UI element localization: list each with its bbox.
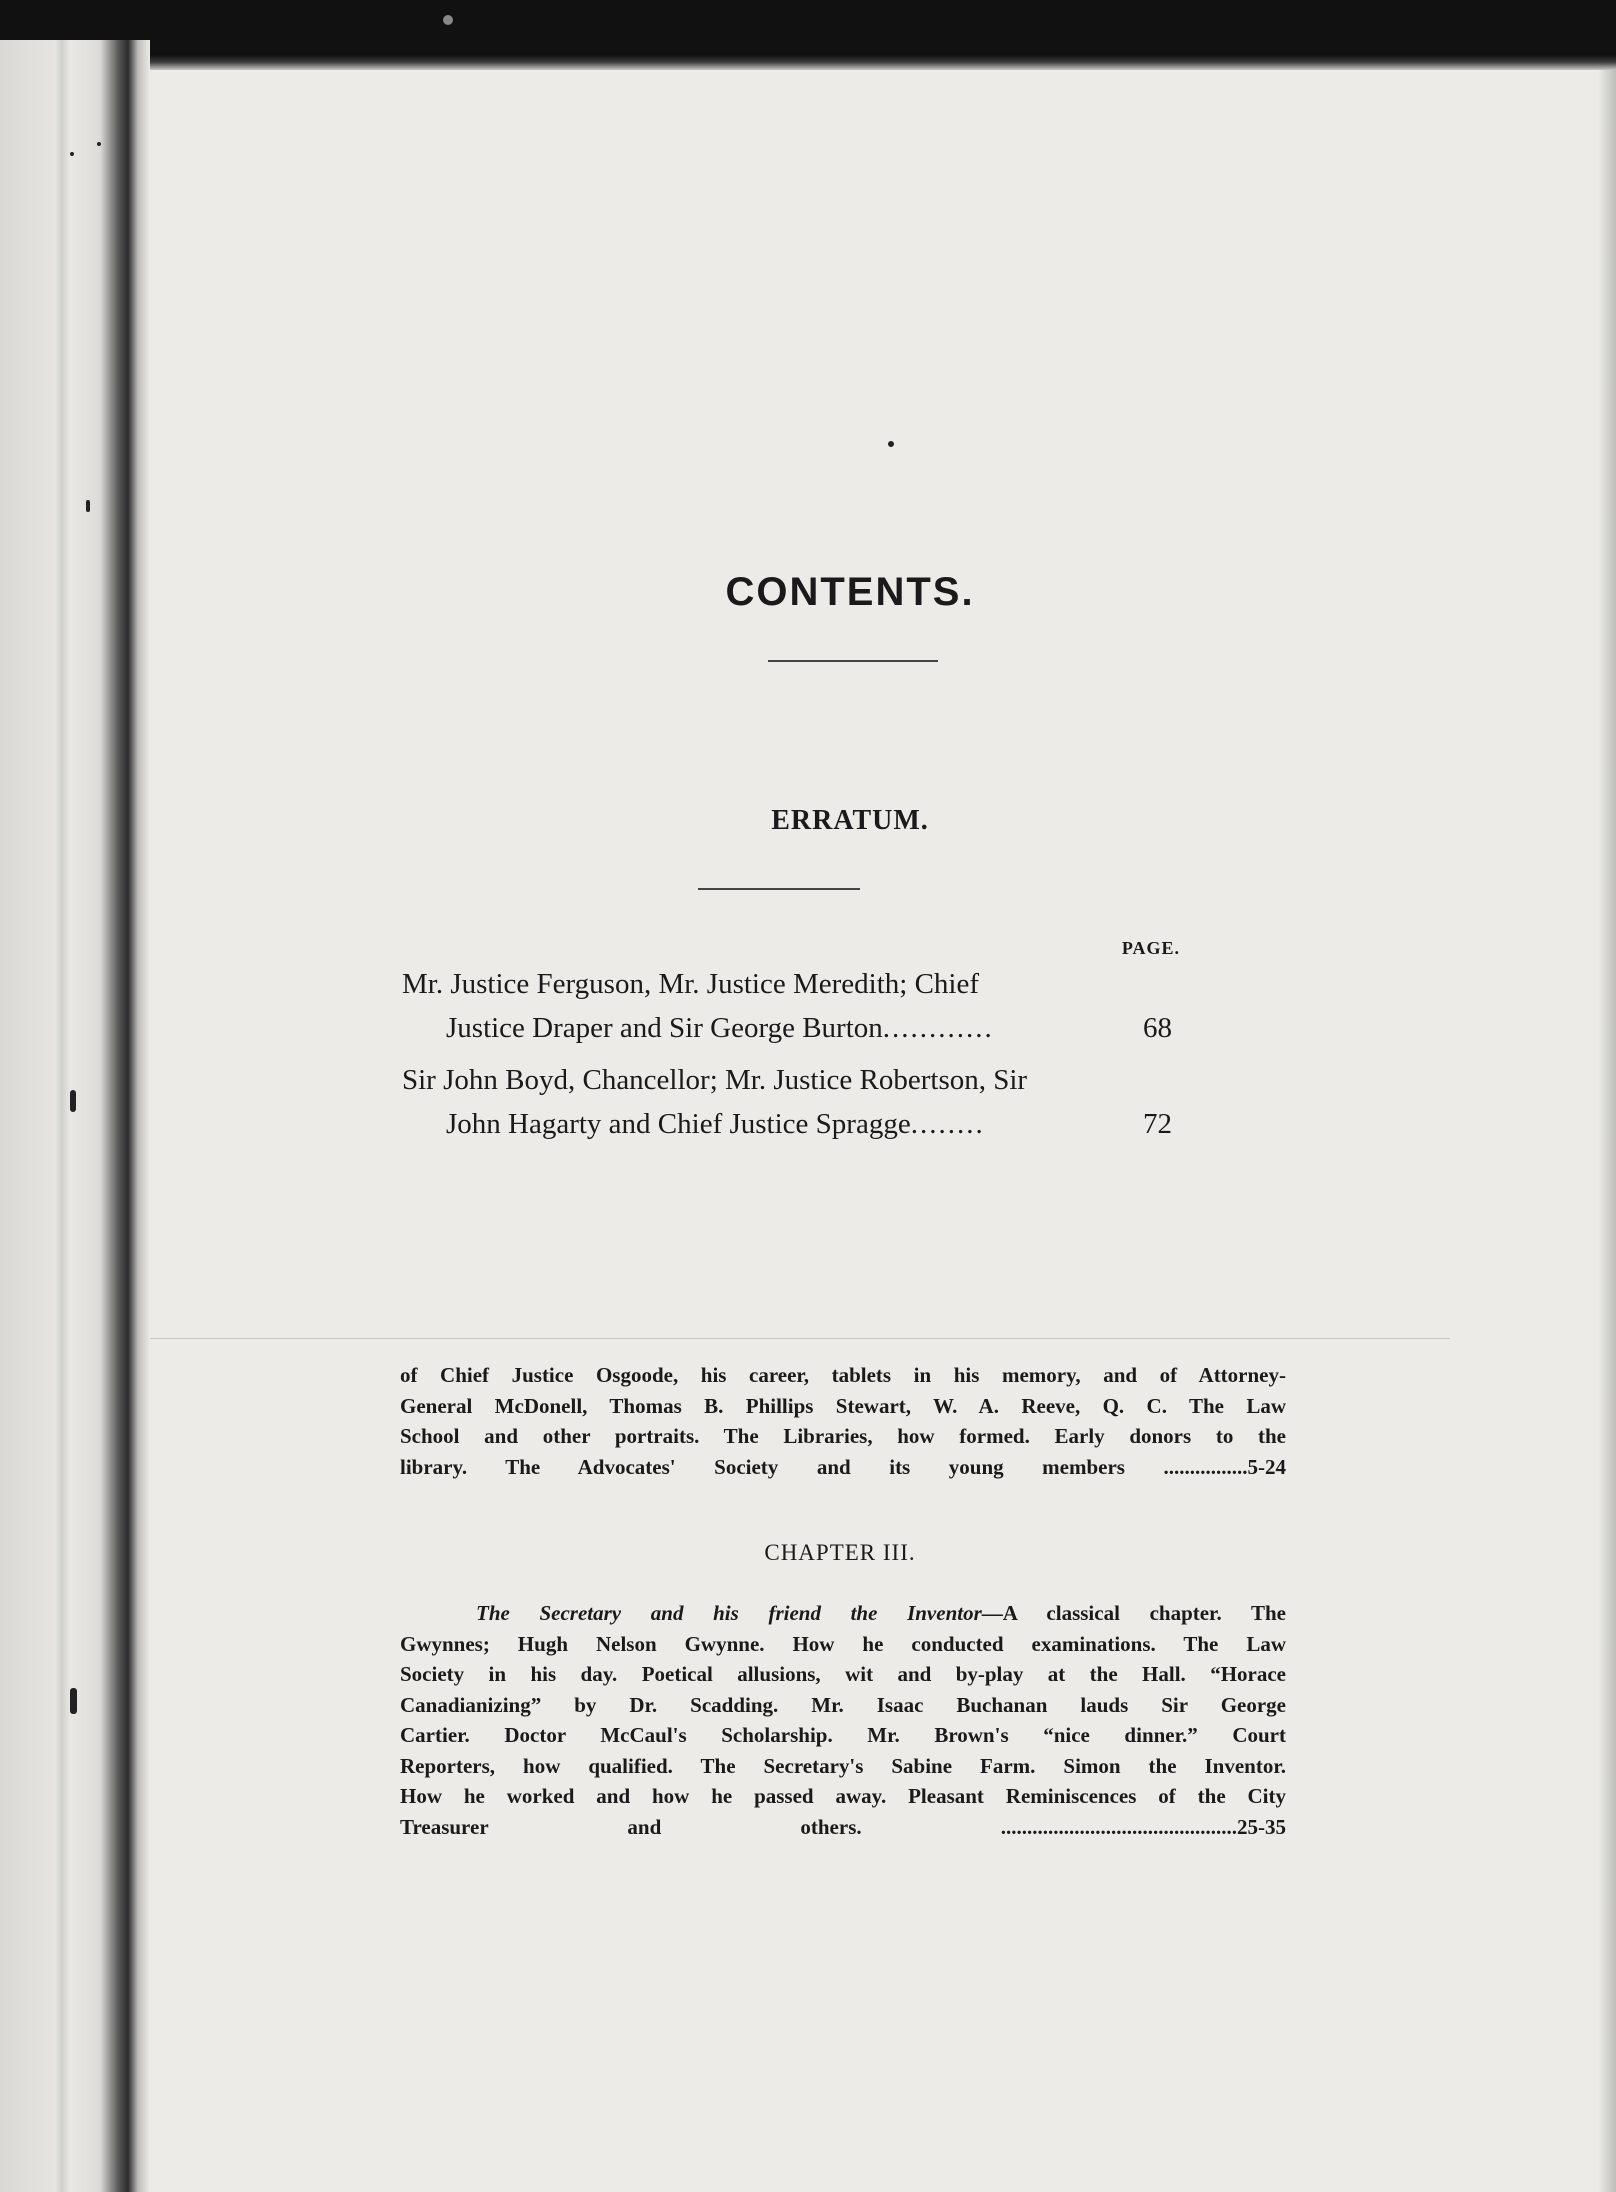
chapter-title-italic: The Secretary and his friend the Inventor xyxy=(476,1601,982,1625)
erratum-entry-text: Justice Draper and Sir George Burton xyxy=(446,1012,883,1044)
summary-line: Cartier. Doctor McCaul's Scholarship. Mr. Brown's “nice dinner.” Court xyxy=(400,1723,1286,1747)
fold-line xyxy=(150,1338,1450,1339)
scan-speck xyxy=(888,441,894,447)
scan-speck xyxy=(70,152,74,156)
summary-line-rest: —A classical chapter. The xyxy=(981,1601,1286,1625)
summary-line: General McDonell, Thomas B. Phillips Stewart, W. A. Reeve, Q. C. The Law xyxy=(400,1393,1286,1418)
erratum-entry-text: Sir John Boyd, Chancellor; Mr. Justice Robertson, Sir xyxy=(402,1064,1028,1096)
book-spine-edge xyxy=(0,40,150,2192)
scan-speck xyxy=(86,500,90,512)
summary-line: Gwynnes; Hugh Nelson Gwynne. How he conducted examinations. The Law xyxy=(400,1631,1286,1656)
scan-speck xyxy=(70,1688,77,1714)
chapter-summary xyxy=(400,1598,1286,1842)
erratum-entries xyxy=(402,962,1182,1146)
scan-speck xyxy=(443,15,453,25)
scan-top-border xyxy=(0,0,1616,70)
scan-right-edge xyxy=(1598,70,1616,2192)
chapter-summary-continued xyxy=(400,1360,1286,1482)
summary-line: library. The Advocates' Society and its young members ................5-24 xyxy=(400,1454,1286,1479)
summary-line xyxy=(400,1598,1286,1629)
leader-dots: ........ xyxy=(910,1108,985,1140)
summary-line: School and other portraits. The Libraries, how formed. Early donors to the xyxy=(400,1424,1286,1448)
erratum-entry-text: John Hagarty and Chief Justice Spragge xyxy=(446,1108,911,1140)
erratum-page-number: 72 xyxy=(1143,1108,1172,1140)
summary-line: of Chief Justice Osgoode, his career, tablets in his memory, and of Attorney- xyxy=(400,1363,1286,1387)
contents-rule xyxy=(768,660,938,662)
scan-speck xyxy=(97,142,101,146)
page-column-label: PAGE. xyxy=(1121,938,1180,958)
summary-line: Canadianizing” by Dr. Scadding. Mr. Isaac Buchanan lauds Sir George xyxy=(400,1692,1286,1717)
erratum-entry-line xyxy=(402,1006,1182,1050)
erratum-heading: ERRATUM. xyxy=(771,805,929,836)
summary-line: Reporters, how qualified. The Secretary's Sabine Farm. Simon the Inventor. xyxy=(400,1753,1286,1778)
erratum-rule xyxy=(698,888,860,890)
summary-line: How he worked and how he passed away. Pleasant Reminiscences of the City xyxy=(400,1784,1286,1808)
erratum-entry-text: Mr. Justice Ferguson, Mr. Justice Meredith; Chief xyxy=(402,968,979,1000)
summary-line: Society in his day. Poetical allusions, wit and by-play at the Hall. “Horace xyxy=(400,1662,1286,1686)
leader-dots: ............ xyxy=(882,1012,994,1044)
erratum-entry-line xyxy=(402,1058,1182,1102)
erratum-page-number: 68 xyxy=(1143,1012,1172,1044)
summary-line: Treasurer and others. .............................................25-35 xyxy=(400,1814,1286,1839)
erratum-entry-line xyxy=(402,962,1182,1006)
contents-heading: CONTENTS. xyxy=(725,570,975,614)
chapter-heading: CHAPTER III. xyxy=(764,1540,916,1565)
scan-speck xyxy=(70,1090,76,1112)
erratum-entry-line xyxy=(402,1102,1182,1146)
